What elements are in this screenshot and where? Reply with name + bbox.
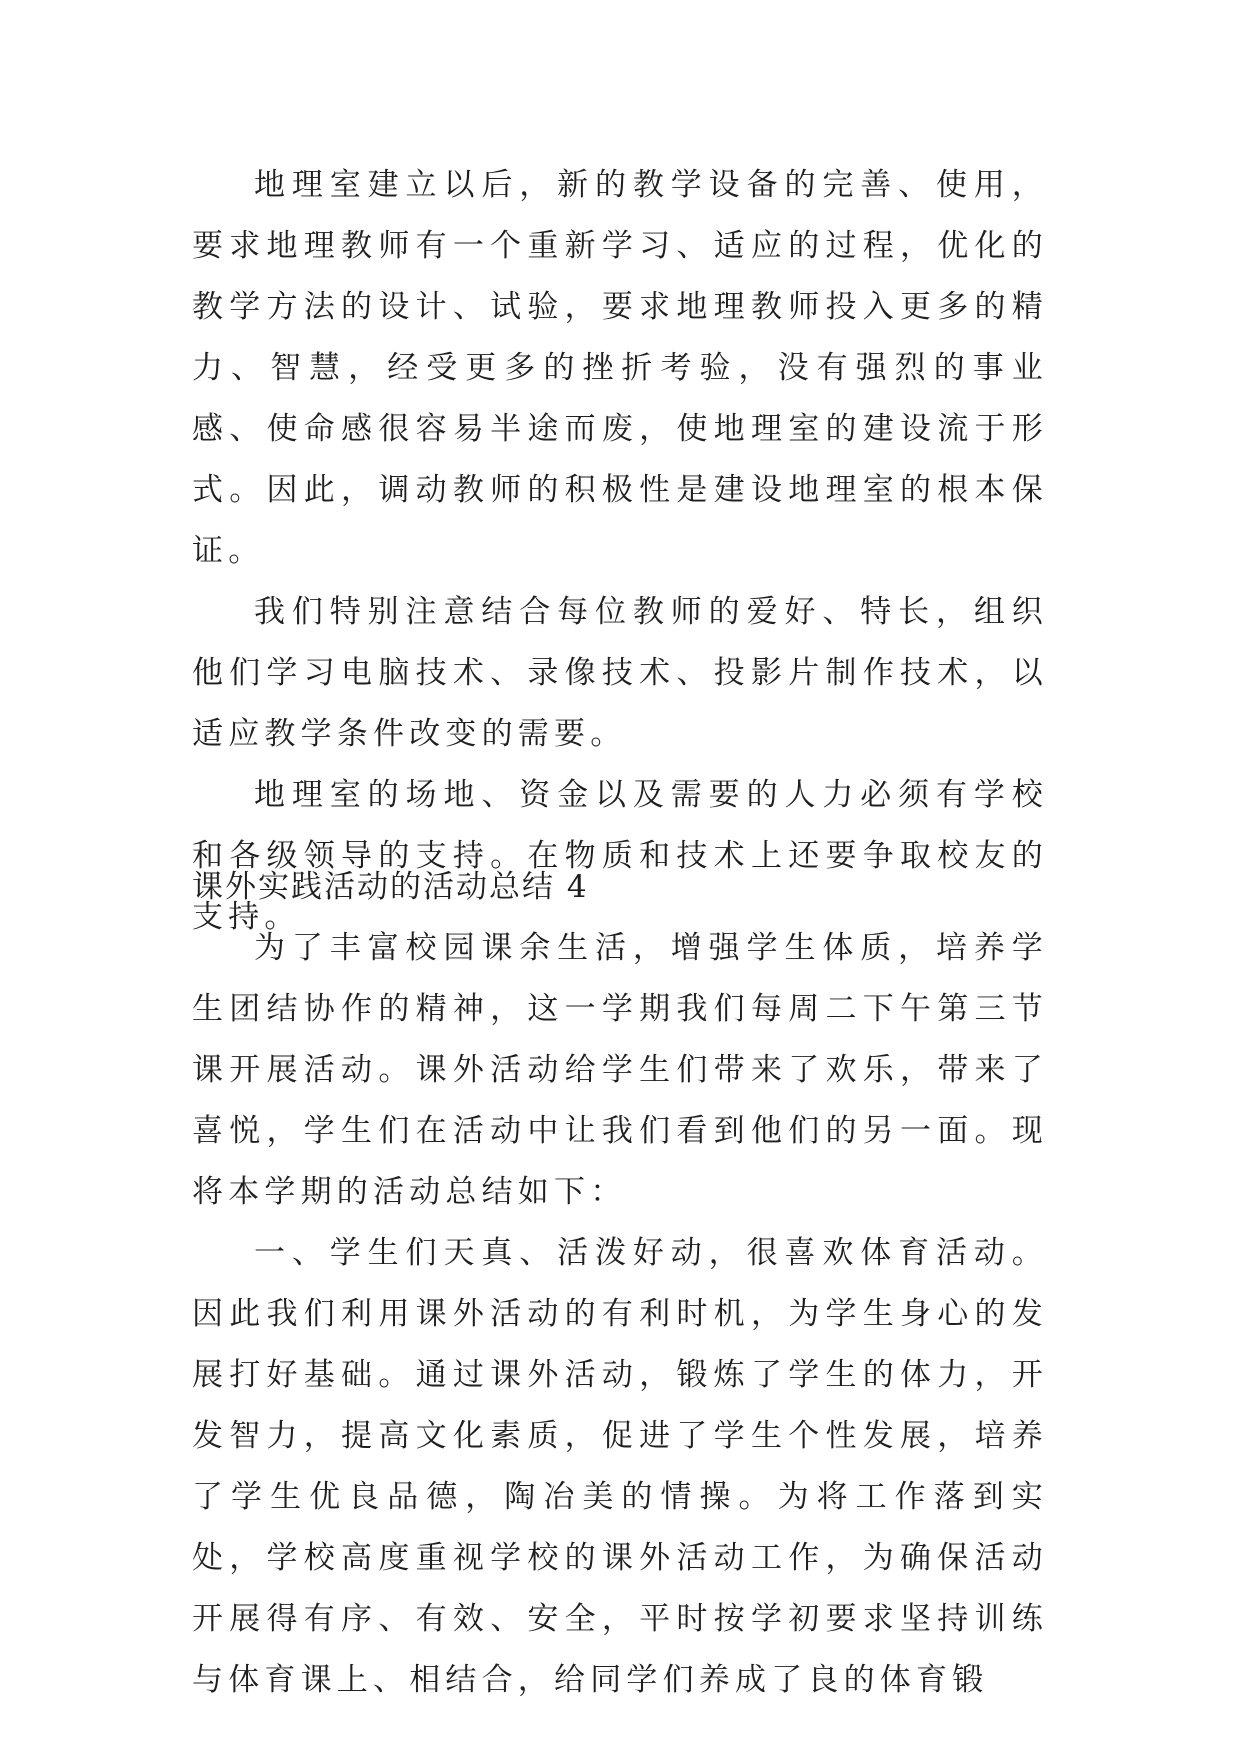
body-paragraph: 一、学生们天真、活泼好动，很喜欢体育活动。因此我们利用课外活动的有利时机，为学生身心的发展打好基础。通过课外活动，锻炼了学生的体力，开发智力，提高文化素质，促进了学生个性发展，培养了学生优良品德，陶冶美的情操。为将工作落到实处，学校高度重视学校的课外活动工作，为确保活动开展得有序、有效、安全，平时按学初要求坚持训练与体育课上、相结合，给同学们养成了良的体育锻 [192, 1235, 1048, 1698]
activity-summary-section [192, 857, 1048, 1711]
body-paragraph: 我们特别注意结合每位教师的爱好、特长，组织他们学习电脑技术、录像技术、投影片制作技术，以适应教学条件改变的需要。 [192, 594, 1048, 752]
geography-room-section [192, 155, 1048, 948]
body-paragraph: 地理室的场地、资金以及需要的人力必须有学校和各级领导的支持。在物质和技术上还要争取校友的支持。 [192, 777, 1048, 935]
section-heading: 课外实践活动的活动总结 4 [192, 869, 589, 905]
body-paragraph: 为了丰富校园课余生活，增强学生体质，培养学生团结协作的精神，这一学期我们每周二下午第三节课开展活动。课外活动给学生们带来了欢乐，带来了喜悦，学生们在活动中让我们看到他们的另一面。现将本学期的活动总结如下： [192, 930, 1048, 1210]
body-paragraph: 地理室建立以后，新的教学设备的完善、使用，要求地理教师有一个重新学习、适应的过程，优化的教学方法的设计、试验，要求地理教师投入更多的精力、智慧，经受更多的挫折考验，没有强烈的事业感、使命感很容易半途而废，使地理室的建设流于形式。因此，调动教师的积极性是建设地理室的根本保证。 [192, 167, 1048, 569]
